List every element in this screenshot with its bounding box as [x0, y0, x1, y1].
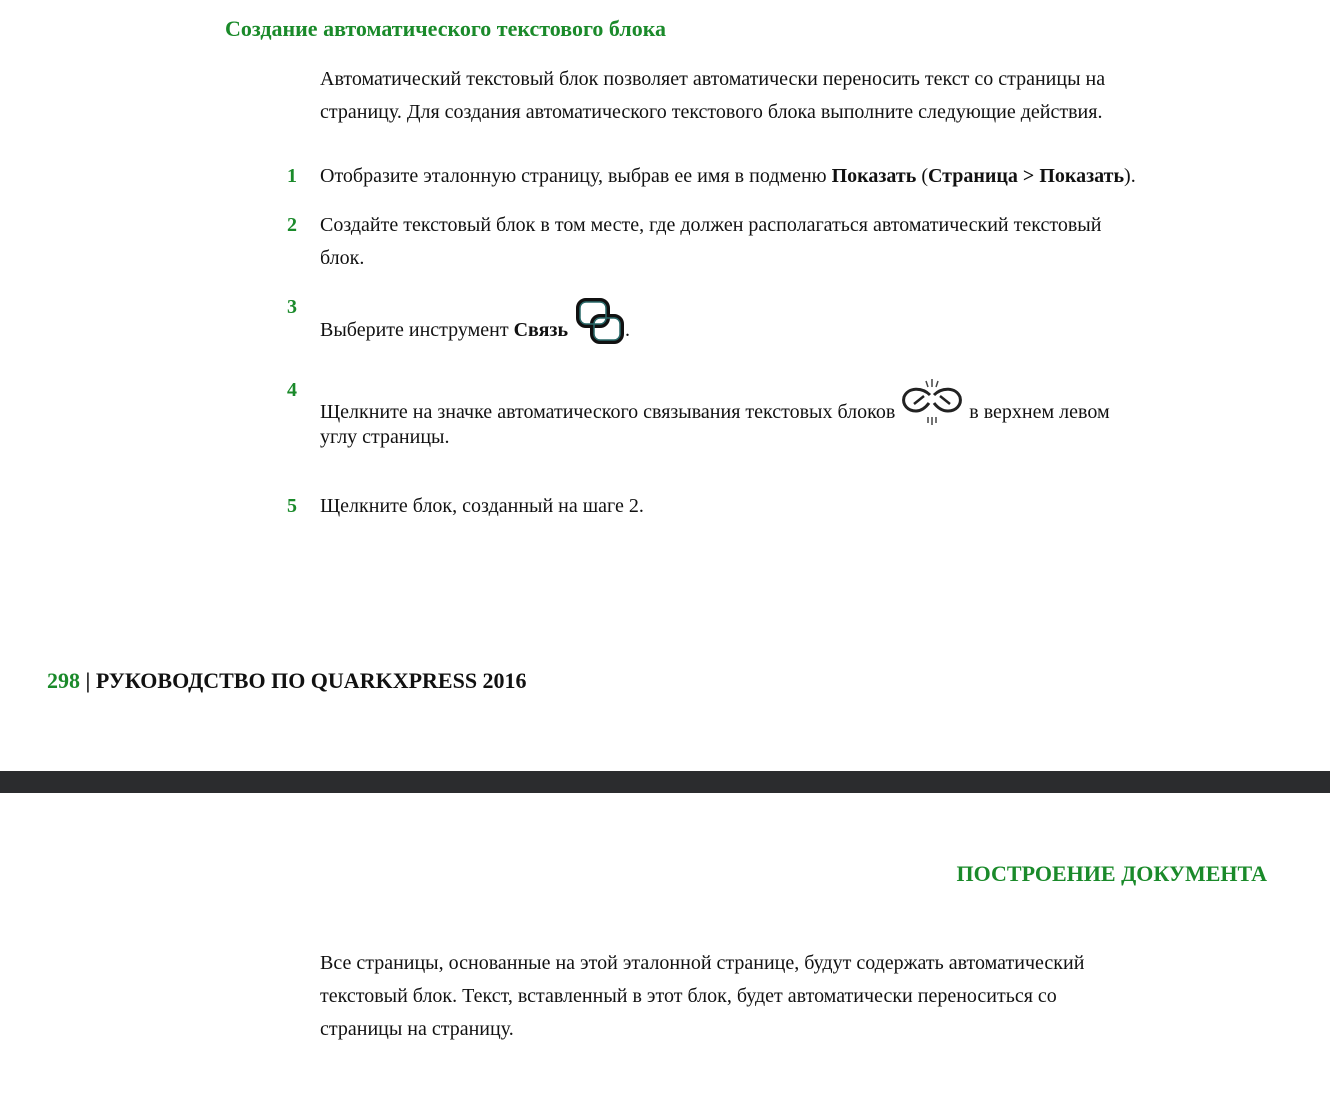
step-4-text-before: Щелкните на значке автоматического связывания текстовых блоков: [320, 401, 896, 423]
section-heading: Создание автоматического текстового блока: [225, 16, 667, 41]
page-number: 298: [47, 668, 80, 693]
footer-separator: |: [80, 668, 96, 693]
next-page-line-2: текстовый блок. Текст, вставленный в этот блок, будет автоматически переноситься со: [320, 985, 1057, 1007]
step-1-text-mid: (: [916, 165, 928, 187]
link-tool-icon: [575, 297, 625, 347]
intro-line-1: Автоматический текстовый блок позволяет автоматически переносить текст со страницы на: [320, 68, 1106, 90]
step-4-text: [320, 377, 1110, 454]
next-page-paragraph: [320, 947, 1084, 1046]
step-number-1: 1: [287, 165, 297, 187]
step-4-line-2: углу страницы.: [320, 426, 450, 448]
step-1-text: [320, 160, 1136, 193]
page-footer: [47, 668, 527, 694]
step-2-line-1: Создайте текстовый блок в том месте, где должен располагаться автоматический текстовый: [320, 214, 1102, 236]
page-divider: [0, 771, 1330, 793]
step-4-text-after: в верхнем левом: [969, 401, 1110, 423]
step-2-line-2: блок.: [320, 247, 365, 269]
step-number-3: 3: [287, 296, 297, 318]
step-5-text: Щелкните блок, созданный на шаге 2.: [320, 495, 644, 517]
menu-path: Страница > Показать: [927, 165, 1125, 187]
step-3-text-before: Выберите инструмент: [320, 319, 514, 341]
next-page-line-1: Все страницы, основанные на этой эталонной странице, будут содержать автоматический: [320, 952, 1085, 974]
step-1-text-after: ).: [1124, 165, 1136, 187]
next-page-line-3: страницы на страницу.: [320, 1018, 514, 1040]
step-1-text-before: Отобразите эталонную страницу, выбрав ее имя в подменю: [320, 165, 832, 187]
step-number-4: 4: [287, 379, 297, 401]
tool-name-link: Связь: [513, 319, 569, 341]
step-2-text: [320, 209, 1101, 275]
intro-line-2: страницу. Для создания автоматического текстового блока выполните следующие действия.: [320, 101, 1103, 123]
menu-show: Показать: [831, 165, 917, 187]
step-3-text-after: .: [625, 319, 631, 341]
step-3-text: [320, 297, 630, 347]
chapter-header: ПОСТРОЕНИЕ ДОКУМЕНТА: [956, 861, 1267, 886]
book-title: РУКОВОДСТВО ПО QUARKXPRESS 2016: [95, 668, 527, 693]
intro-paragraph: [320, 63, 1105, 129]
step-number-5: 5: [287, 495, 297, 517]
broken-link-icon: [900, 377, 964, 429]
step-number-2: 2: [287, 214, 297, 236]
